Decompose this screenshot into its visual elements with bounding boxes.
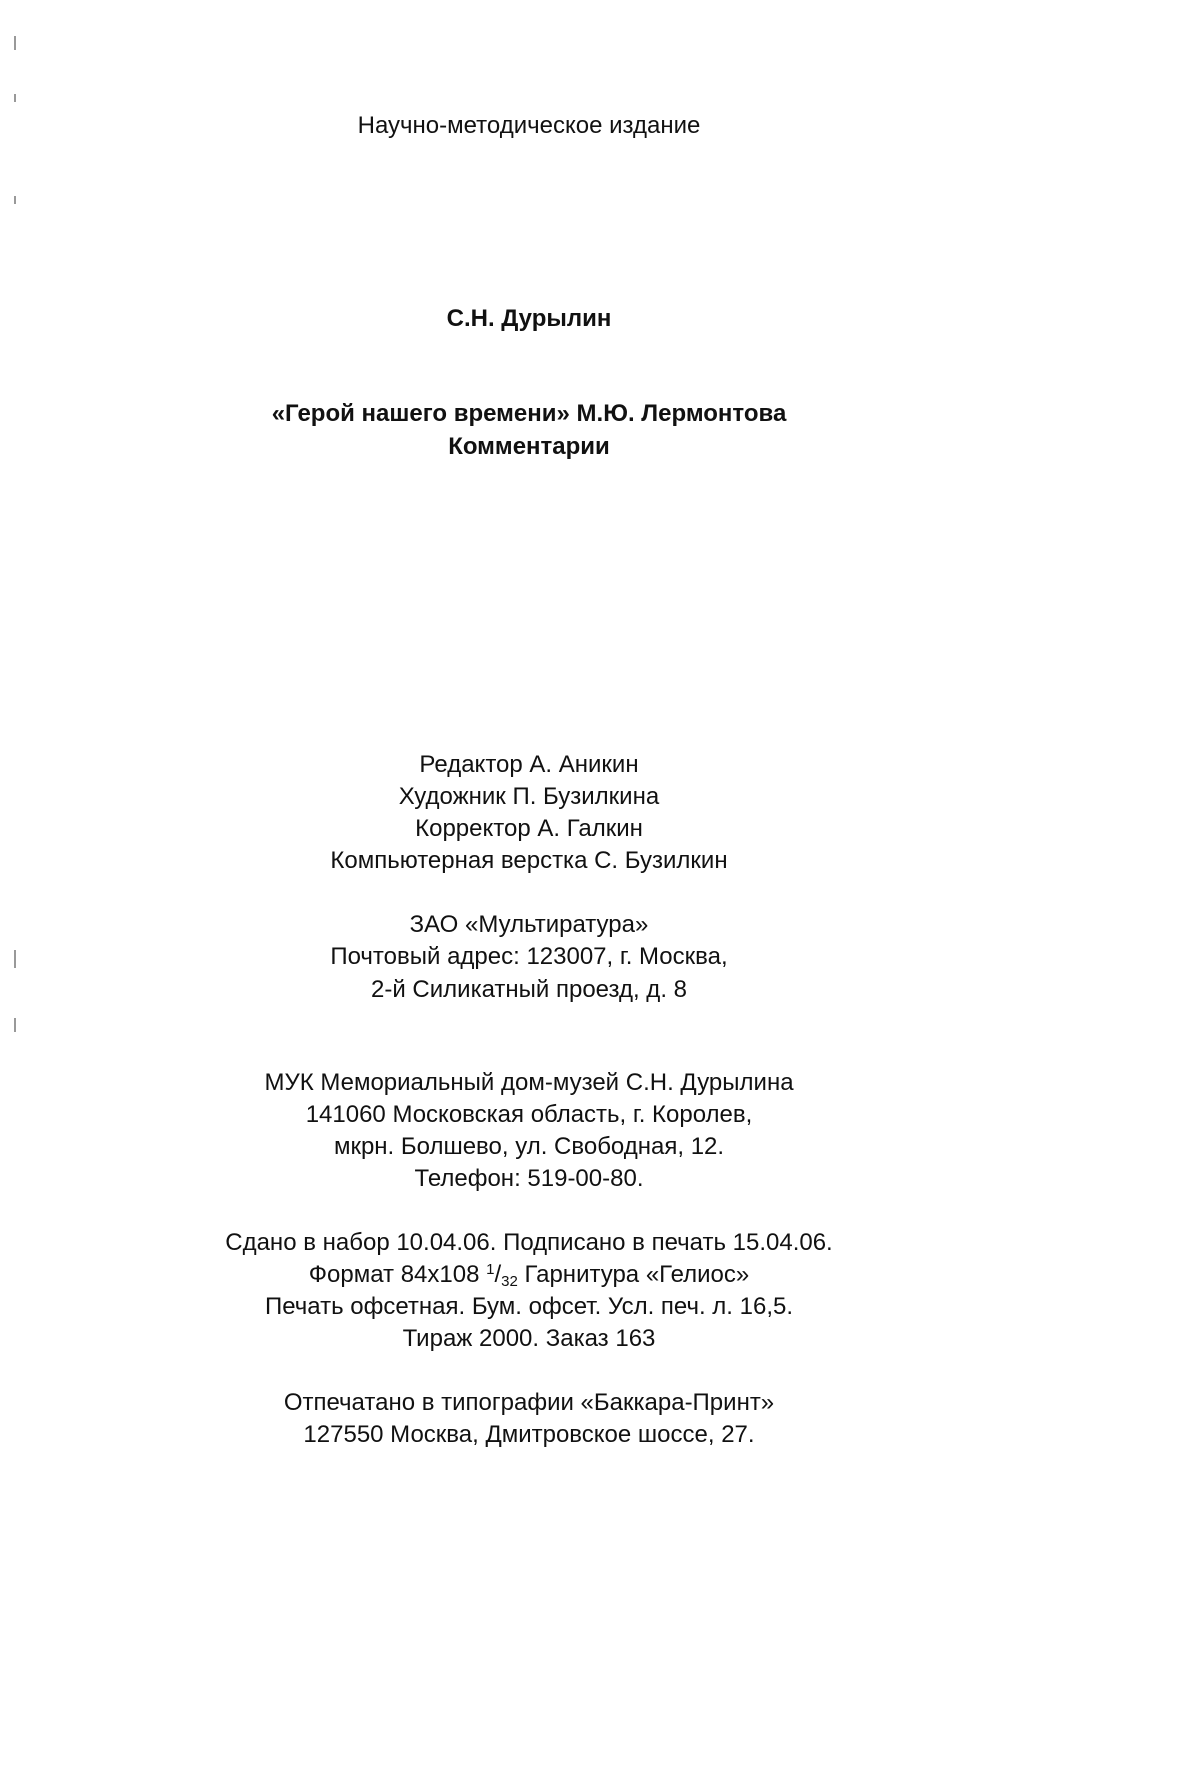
- print-dates: Сдано в набор 10.04.06. Подписано в печать 15.04.06.: [225, 1229, 833, 1256]
- publisher-address-line1: Почтовый адрес: 123007, г. Москва,: [330, 943, 728, 970]
- museum-name: МУК Мемориальный дом-музей С.Н. Дурылина: [264, 1069, 794, 1096]
- proofreader-credit: Корректор А. Галкин: [415, 815, 643, 842]
- book-title: «Герой нашего времени» М.Ю. Лермонтова: [271, 400, 787, 427]
- format-prefix: Формат 84х108: [308, 1261, 487, 1288]
- scan-mark: [14, 36, 16, 50]
- format-denominator: 32: [501, 1273, 518, 1290]
- layout-credit: Компьютерная верстка С. Бузилкин: [330, 847, 728, 874]
- museum-address-line2: мкрн. Болшево, ул. Свободная, 12.: [333, 1133, 725, 1160]
- scan-mark: [14, 196, 16, 204]
- printer-address: 127550 Москва, Дмитровское шоссе, 27.: [303, 1421, 755, 1448]
- artist-credit: Художник П. Бузилкина: [398, 783, 660, 810]
- publisher-address-line2: 2-й Силикатный проезд, д. 8: [371, 976, 687, 1003]
- print-format: [0, 1261, 1058, 1290]
- edition-type: Научно-методическое издание: [357, 112, 701, 139]
- museum-address-line1: 141060 Московская область, г. Королев,: [305, 1101, 753, 1128]
- scan-mark: [14, 94, 16, 102]
- format-numerator: 1: [486, 1261, 495, 1278]
- scan-mark: [14, 1018, 16, 1032]
- format-slash: /: [494, 1261, 502, 1288]
- book-subtitle: Комментарии: [448, 433, 610, 460]
- printer-name: Отпечатано в типографии «Баккара-Принт»: [283, 1389, 775, 1416]
- museum-phone: Телефон: 519-00-80.: [414, 1165, 644, 1192]
- book-author: С.Н. Дурылин: [446, 305, 612, 332]
- print-run: Тираж 2000. Заказ 163: [402, 1325, 656, 1352]
- editor-credit: Редактор А. Аникин: [419, 751, 639, 778]
- publisher-name: ЗАО «Мультиратура»: [409, 911, 649, 938]
- print-type: Печать офсетная. Бум. офсет. Усл. печ. л. 16,5.: [264, 1293, 794, 1320]
- format-suffix: Гарнитура «Гелиос»: [517, 1261, 750, 1288]
